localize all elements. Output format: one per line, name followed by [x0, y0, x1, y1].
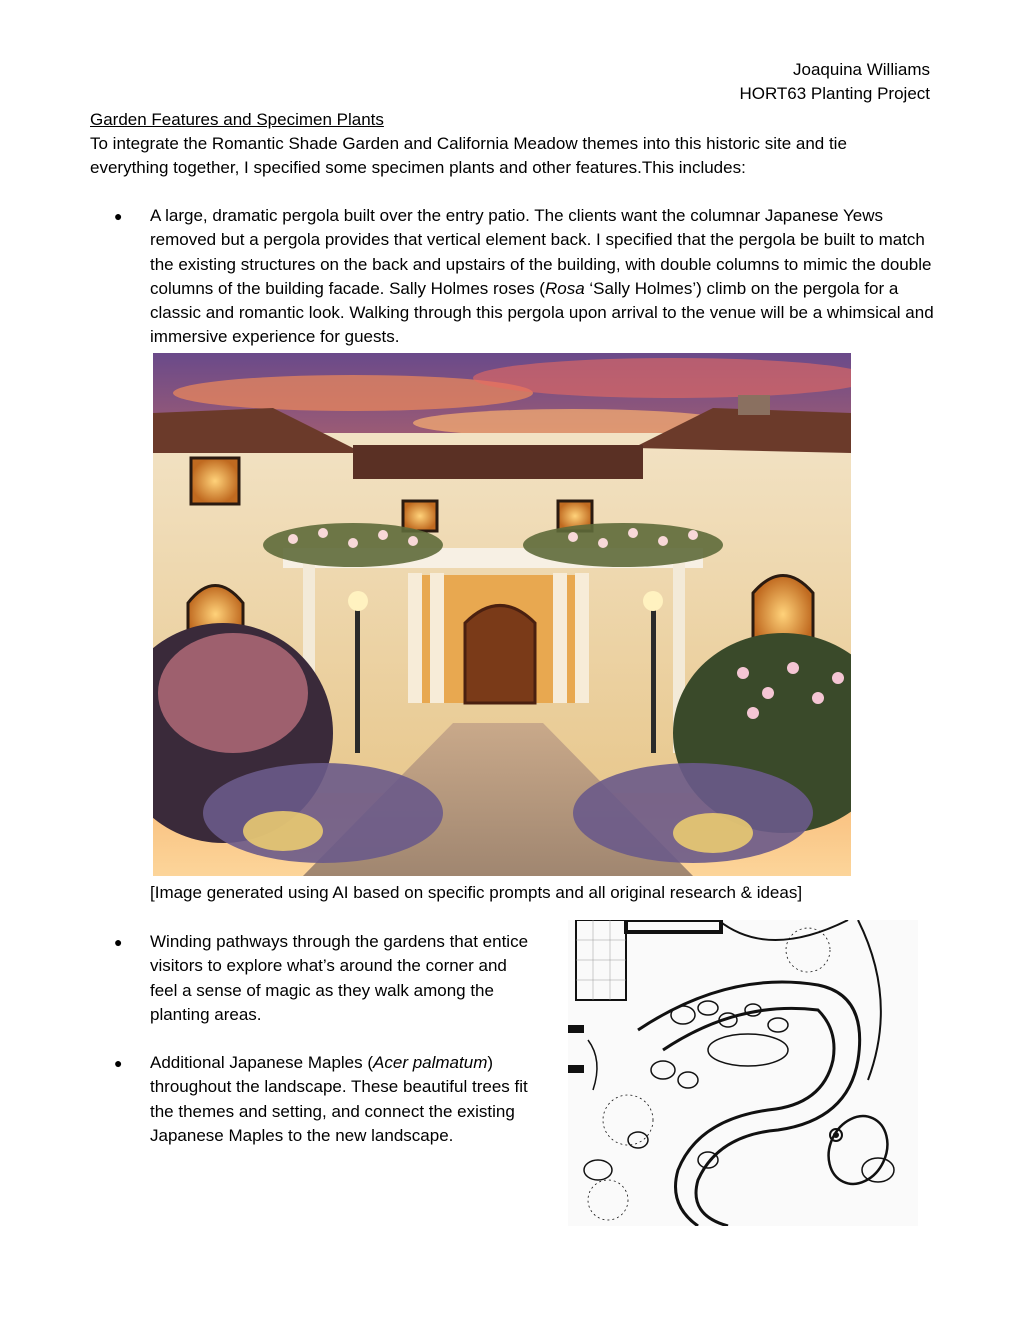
- pergola-entry-photo: [153, 353, 851, 876]
- bullet-dot: ●: [114, 1055, 123, 1071]
- document-header: [739, 58, 930, 106]
- intro-paragraph: To integrate the Romantic Shade Garden and California Meadow themes into this historic site and tie everything together, I specified some specimen plants and other features.This includes:: [90, 134, 847, 177]
- bullet-text-after: ‘Sally Holmes’) climb on the pergola for a classic and romantic look. Walking through this pergola upon arrival to the venue will be a whimsical and immersive experience for guests.: [150, 278, 934, 347]
- bullet-text: A large, dramatic pergola built over the entry patio. The clients want the columnar Japanese Yews removed but a pergola provides that vertical element back. I specified that the pergola be built to match the existing structures on the back and upstairs of the building, with double columns to mimic the double columns of the building facade. Sally Holmes roses (: [150, 206, 932, 298]
- bullet-pergola: [114, 204, 935, 350]
- section-title: Garden Features and Specimen Plants: [90, 110, 384, 129]
- image-caption: [Image generated using AI based on specific prompts and all original research & ideas]: [150, 883, 803, 902]
- bullet-text: Winding pathways through the gardens that entice visitors to explore what’s around the corner and feel a sense of magic as they walk among the planting areas.: [150, 932, 529, 1024]
- author-name: Joaquina Williams: [793, 60, 930, 79]
- bullet-dot: ●: [114, 208, 123, 224]
- bullet-text-after: ) throughout the landscape. These beautiful trees fit the themes and setting, and connect the existing Japanese Maples to the new landscape.: [150, 1053, 528, 1145]
- bullet-text: Additional Japanese Maples (: [150, 1053, 374, 1072]
- bullet-dot: ●: [114, 934, 123, 950]
- bullet-italic: Rosa: [544, 278, 585, 298]
- bullet-pathways: [114, 930, 535, 1027]
- bullet-italic: Acer palmatum: [373, 1053, 488, 1072]
- landscape-plan-sketch: [568, 920, 918, 1226]
- project-name: HORT63 Planting Project: [739, 84, 930, 103]
- bullet-maples: [114, 1051, 550, 1148]
